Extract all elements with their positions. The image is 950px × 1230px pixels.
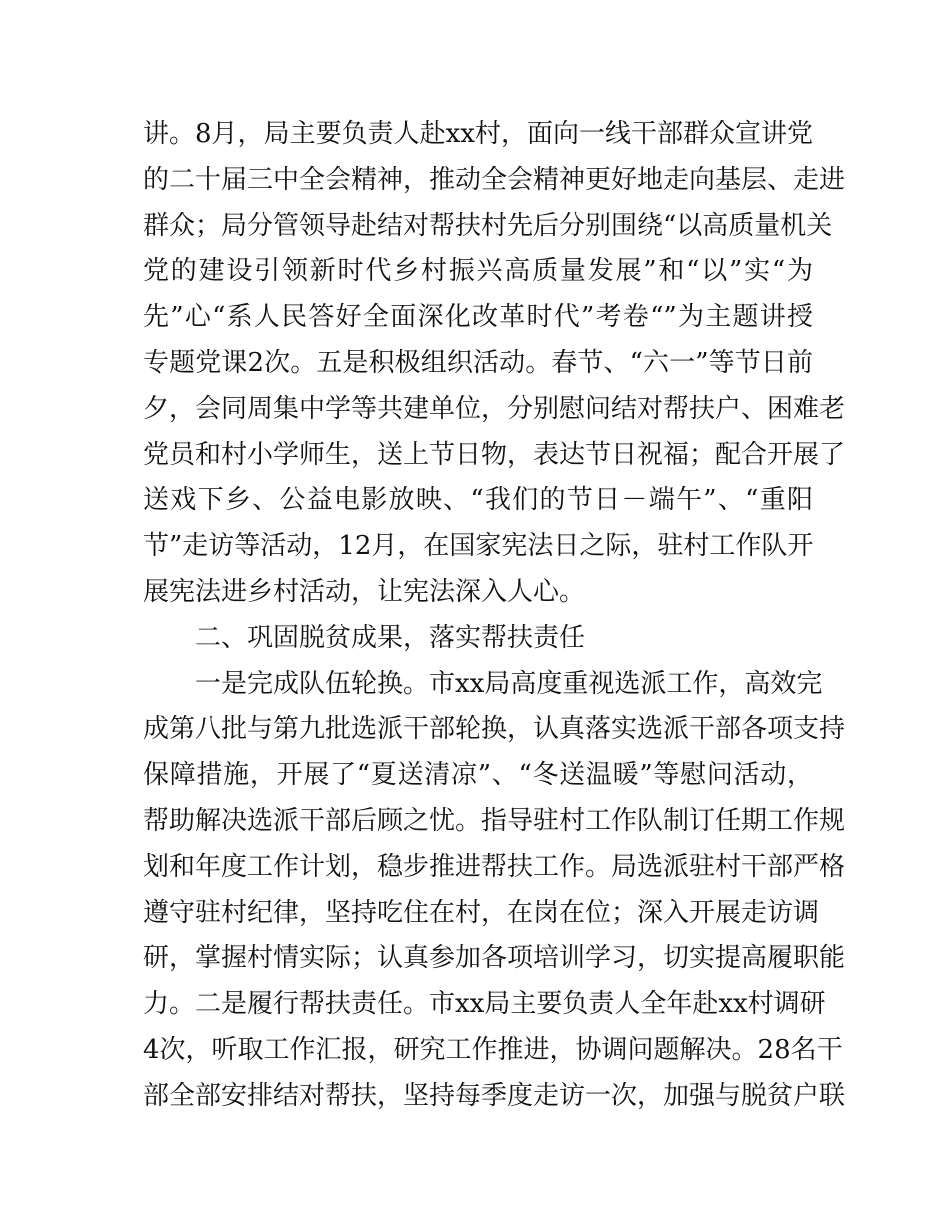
text-line: 送戏下乡、公益电影放映、“我们的节日－端午”、“重阳 [143,485,813,516]
text-line: 部全部安排结对帮扶，坚持每季度走访一次，加强与脱贫户联 [143,1080,846,1111]
text-line: 保障措施，开展了“夏送清凉”、“冬送温暖”等慰问活动， [143,760,813,791]
text-line: 党员和村小学师生，送上节日物，表达节日祝福；配合开展了 [143,439,846,470]
text-line: 遵守驻村纪律，坚持吃住在村，在岗在位；深入开展走访调 [143,897,820,928]
text-line: 的二十届三中全会精神，推动全会精神更好地走向基层、走进 [143,164,846,195]
text-line: 专题党课2次。五是积极组织活动。春节、“六一”等节日前 [143,347,813,378]
text-line: 帮助解决选派干部后顾之忧。指导驻村工作队制订任期工作规 [143,805,846,836]
section-heading: 二、巩固脱贫成果，落实帮扶责任 [195,622,586,653]
text-line: 夕，会同周集中学等共建单位，分别慰问结对帮扶户、困难老 [143,393,846,424]
text-line: 先”心“系人民答好全面深化改革时代”考卷“”为主题讲授 [143,302,813,333]
document-body [143,112,846,1120]
text-line: 成第八批与第九批选派干部轮换，认真落实选派干部各项支持 [143,714,846,745]
text-line: 群众；局分管领导赴结对帮扶村先后分别围绕“以高质量机关 [143,210,833,241]
text-line: 讲。8月，局主要负责人赴xx村，面向一线干部群众宣讲党 [143,119,813,149]
text-line: 节”走访等活动，12月，在国家宪法日之际，驻村工作队开 [143,531,814,562]
text-line: 一是完成队伍轮换。市xx局高度重视选派工作，高效完 [195,668,823,699]
text-line: 展宪法进乡村活动，让宪法深入人心。 [143,576,586,607]
text-line: 4次，听取工作汇报，研究工作推进，协调问题解决。28名干 [143,1034,843,1065]
text-line: 力。二是履行帮扶责任。市xx局主要负责人全年赴xx村调研 [143,989,826,1020]
text-line: 研，掌握村情实际；认真参加各项培训学习，切实提高履职能 [143,943,846,974]
text-line: 划和年度工作计划，稳步推进帮扶工作。局选派驻村干部严格 [143,851,846,882]
text-line: 党的建设引领新时代乡村振兴高质量发展”和“以”实“为 [143,256,813,287]
